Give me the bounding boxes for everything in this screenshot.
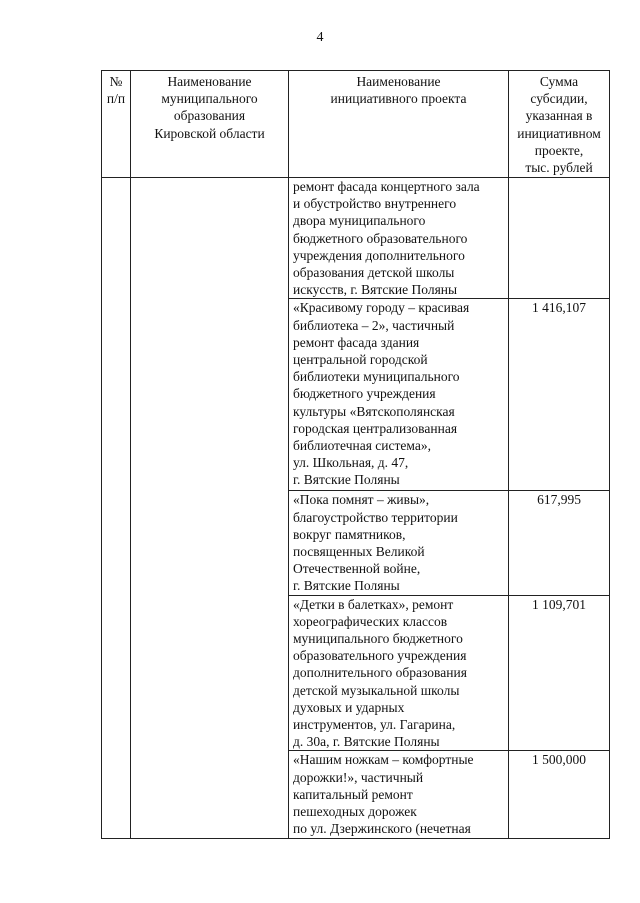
header-project: Наименование инициативного проекта	[289, 71, 509, 178]
subsidy-sum-cell: 1 500,000	[509, 751, 610, 839]
project-name-cell: «Пока помнят – живы», благоустройство территории вокруг памятников, посвященных Великой Отечественной войне, г. Вятские Поляны	[289, 491, 509, 595]
project-name-cell: «Детки в балетках», ремонт хореографических классов муниципального бюджетного образовательного учреждения дополнительного образования детской музыкальной школы духовых и ударных инструментов, ул. Гагарина, д. 30а, г. Вятские Поляны	[289, 595, 509, 751]
table-header-row	[102, 71, 610, 178]
page-number: 4	[316, 30, 324, 45]
table-row	[102, 178, 610, 299]
municipality-cell	[131, 178, 289, 839]
project-name-cell: «Нашим ножкам – комфортные дорожки!», частичный капитальный ремонт пешеходных дорожек по ул. Дзержинского (нечетная	[289, 751, 509, 839]
subsidy-sum-cell: 617,995	[509, 491, 610, 595]
project-name-cell: «Красивому городу – красивая библиотека – 2», частичный ремонт фасада здания центральной городской библиотеки муниципального бюджетного учреждения культуры «Вятскополянская городская централизованная библиотечная система», ул. Школьная, д. 47, г. Вятские Поляны	[289, 299, 509, 491]
row-number-cell	[102, 178, 131, 839]
subsidy-sum-cell	[509, 178, 610, 299]
subsidy-sum-cell: 1 109,701	[509, 595, 610, 751]
project-name-cell: ремонт фасада концертного зала и обустройство внутреннего двора муниципального бюджетного образовательного учреждения дополнительного образования детской школы искусств, г. Вятские Поляны	[289, 178, 509, 299]
header-sum: Сумма субсидии, указанная в инициативном проекте, тыс. рублей	[509, 71, 610, 178]
header-municipality: Наименование муниципального образования Кировской области	[131, 71, 289, 178]
header-number: № п/п	[102, 71, 131, 178]
subsidy-sum-cell: 1 416,107	[509, 299, 610, 491]
subsidy-table	[101, 70, 610, 839]
